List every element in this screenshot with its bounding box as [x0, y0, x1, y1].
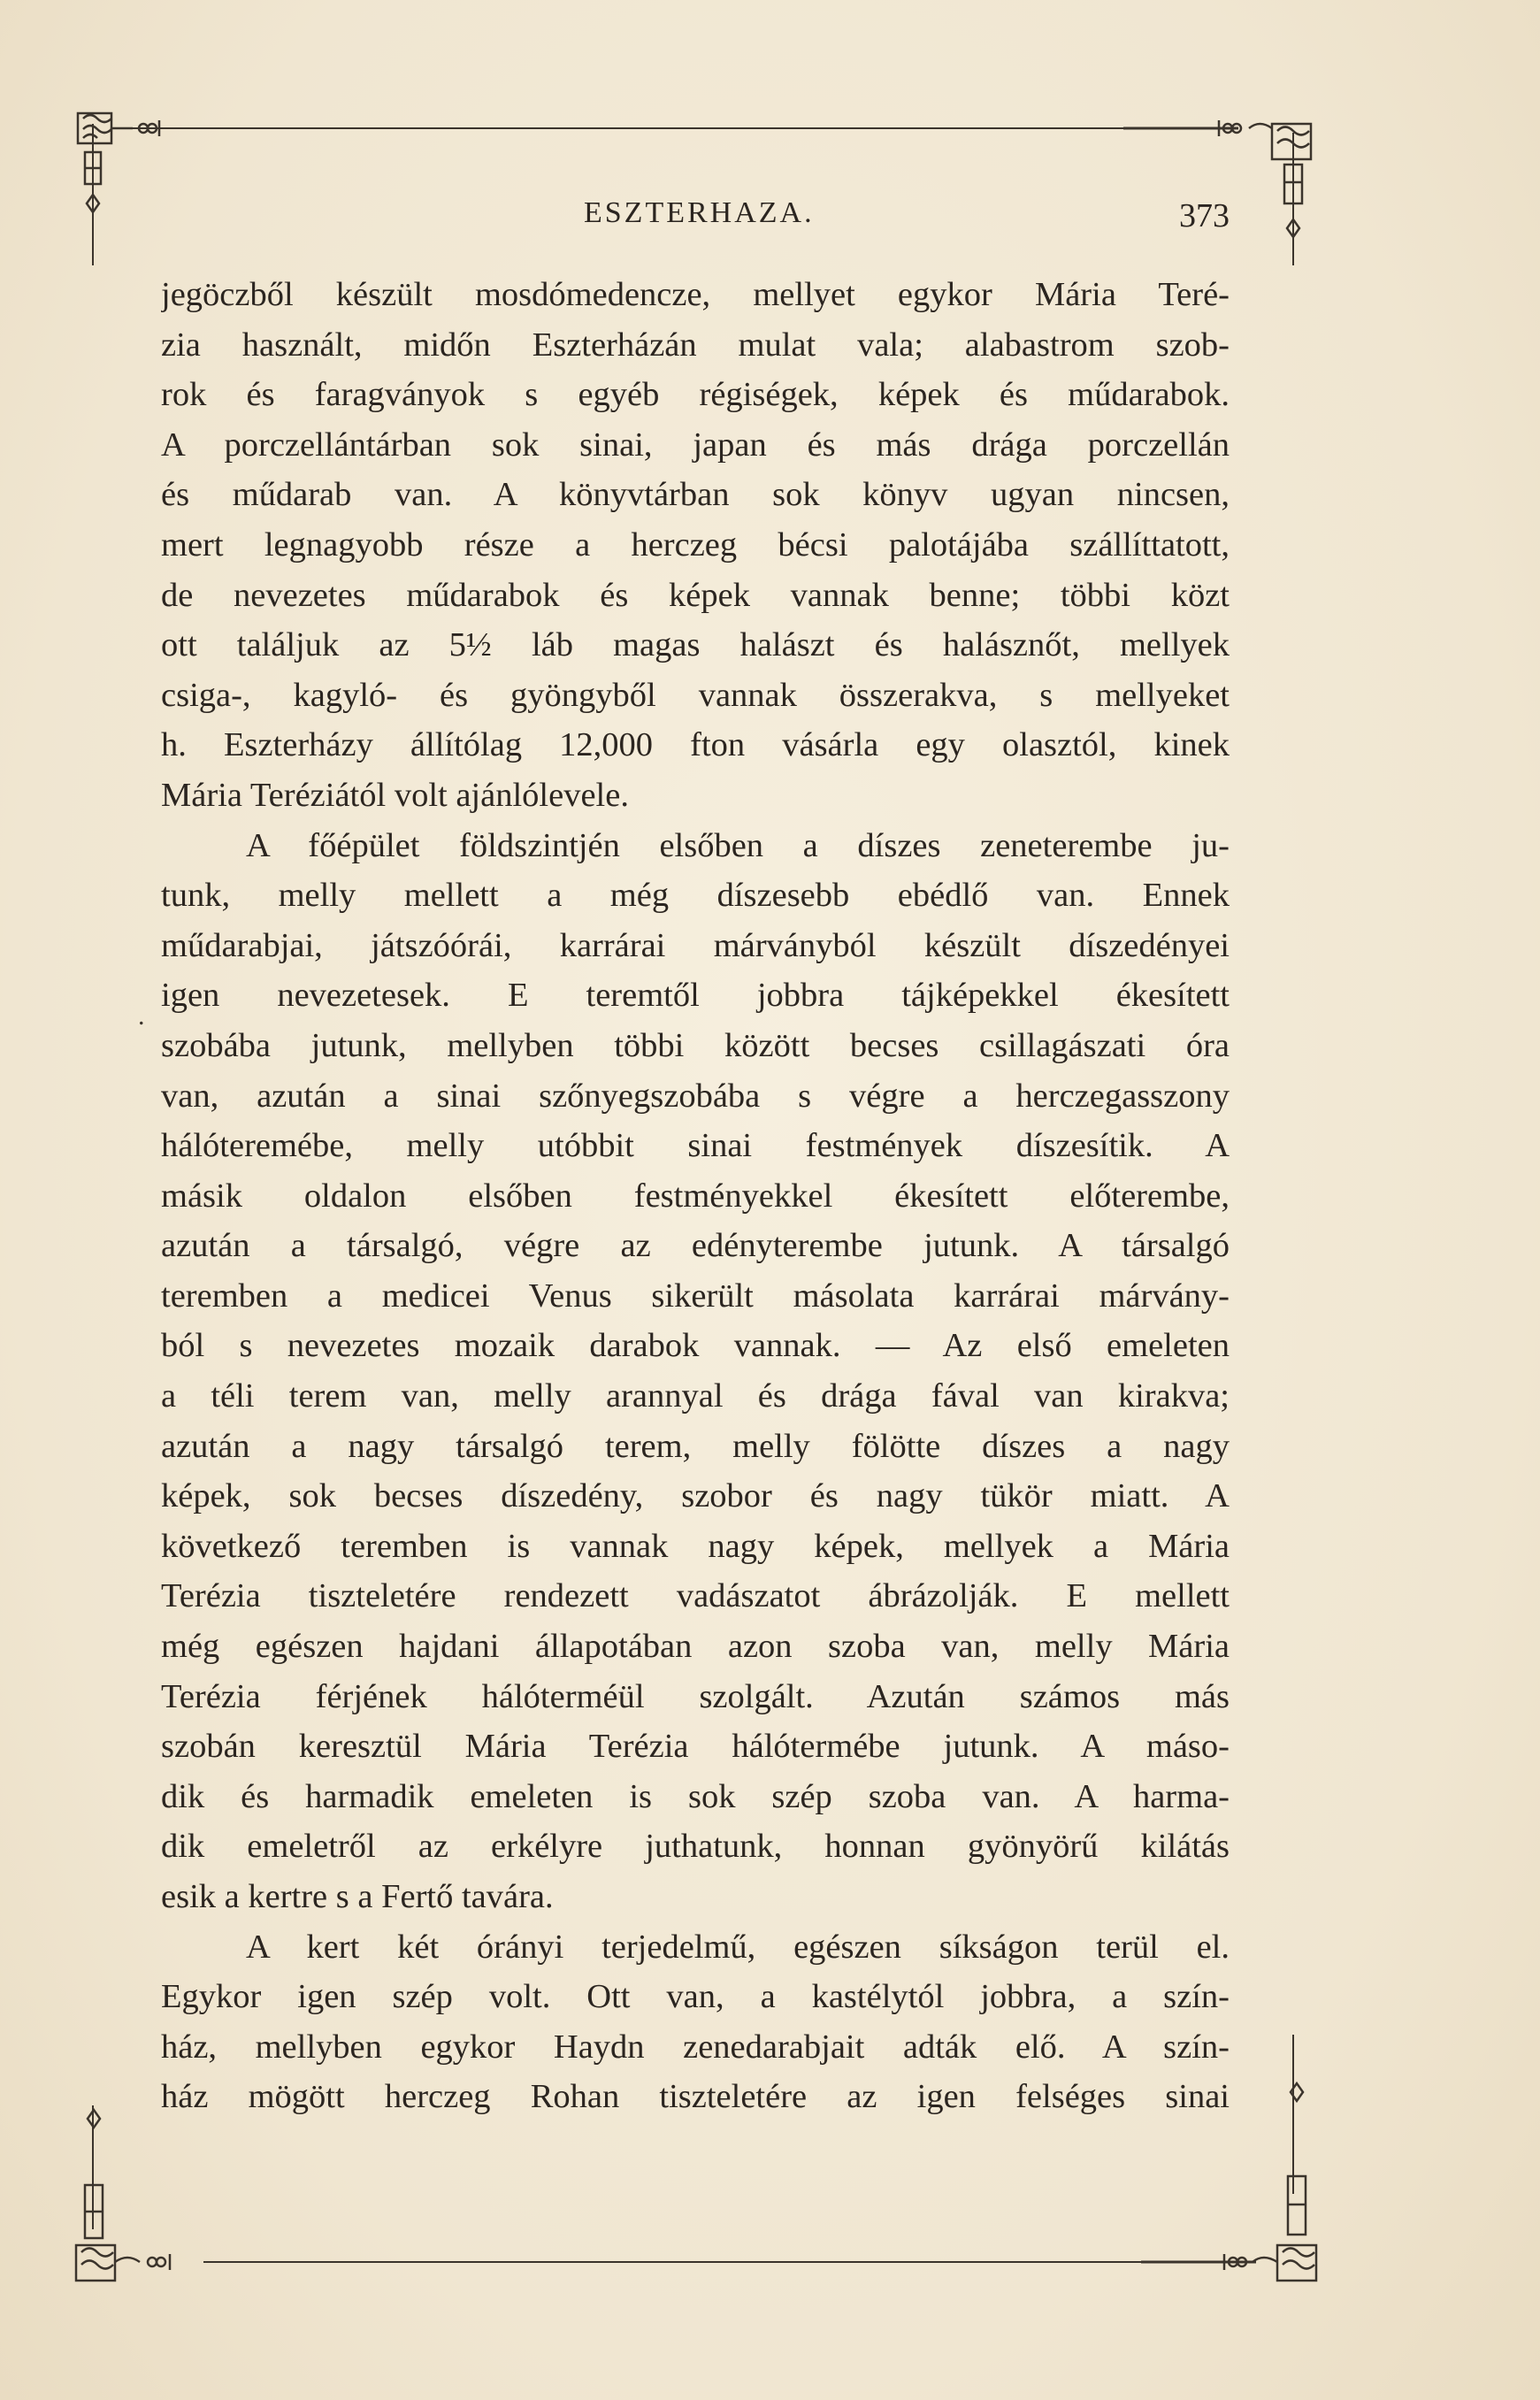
text-line: másik oldalon elsőben festményekkel ékesített előterembe, — [161, 1177, 1230, 1215]
text-line: még egészen hajdani állapotában azon szoba van, melly Mária — [161, 1628, 1230, 1666]
margin-mark: . — [138, 1001, 145, 1031]
text-line: Terézia férjének hálóterméül szolgált. Azután számos más — [161, 1677, 1230, 1715]
text-line: esik a kertre s a Fertő tavára. — [161, 1878, 554, 1915]
text-line: szobába jutunk, mellyben többi között becses csillagászati óra — [161, 1026, 1230, 1064]
text-line: zia használt, midőn Eszterházán mulat vala; alabastrom szob- — [161, 326, 1230, 364]
page-number: 373 — [1179, 197, 1230, 234]
corner-ornament-top-left — [78, 113, 159, 212]
text-line: A kert két órányi terjedelmű, egészen síkságon terül el. — [246, 1928, 1230, 1966]
text-line: ház, mellyben egykor Haydn zenedarabjait adták elő. A szín- — [161, 2028, 1230, 2066]
body-text — [161, 270, 1230, 2122]
text-line: és műdarab van. A könyvtárban sok könyv ugyan nincsen, — [161, 476, 1230, 514]
text-line: Egykor igen szép volt. Ott van, a kastélytól jobbra, a szín- — [161, 1978, 1230, 2016]
text-line: rok és faragványok s egyéb régiségek, képek és műdarabok. — [161, 376, 1230, 414]
running-title: ESZTERHAZA. — [584, 196, 815, 229]
text-line: jegöczből készült mosdómedencze, mellyet egykor Mária Teré- — [161, 276, 1230, 313]
text-line: azután a nagy társalgó terem, melly fölötte díszes a nagy — [161, 1427, 1230, 1465]
text-line: dik és harmadik emeleten is sok szép szoba van. A harma- — [161, 1777, 1230, 1815]
text-line: azután a társalgó, végre az edényterembe jutunk. A társalgó — [161, 1227, 1230, 1265]
text-line: A porczellántárban sok sinai, japan és más drága porczellán — [161, 426, 1230, 464]
text-line: van, azután a sinai szőnyegszobába s végre a herczegasszony — [161, 1077, 1230, 1115]
text-line: teremben a medicei Venus sikerült másolata karrárai márvány- — [161, 1277, 1230, 1315]
text-line: Terézia tiszteletére rendezett vadászatot ábrázolják. E mellett — [161, 1577, 1230, 1615]
text-line: mert legnagyobb része a herczeg bécsi palotájába szállíttatott, — [161, 525, 1230, 564]
text-line: A főépület földszintjén elsőben a díszes zeneterembe ju- — [246, 826, 1230, 864]
text-line: képek, sok becses díszedény, szobor és nagy tükör miatt. A — [161, 1477, 1230, 1515]
text-line: ott találjuk az 5½ láb magas halászt és halásznőt, mellyek — [161, 626, 1230, 664]
text-line: csiga-, kagyló- és gyöngyből vannak összerakva, s mellyeket — [161, 676, 1230, 714]
text-line: hálóteremébe, melly utóbbit sinai festmények díszesítik. A — [161, 1127, 1230, 1165]
corner-ornament-bottom-left — [76, 2110, 170, 2281]
text-line: ház mögött herczeg Rohan tiszteletére az igen felséges sinai — [161, 2078, 1230, 2116]
text-line: szobán keresztül Mária Terézia hálótermébe jutunk. A máso- — [161, 1728, 1230, 1766]
text-line: igen nevezetesek. E teremtől jobbra tájképekkel ékesített — [161, 977, 1230, 1015]
corner-ornament-bottom-right — [1224, 2083, 1316, 2281]
text-line: Mária Teréziától volt ajánlólevele. — [161, 776, 629, 814]
text-line: műdarabjai, játszóórái, karrárai márványból készült díszedényei — [161, 926, 1230, 964]
text-line: dik emeletről az erkélyre juthatunk, honnan gyönyörű kilátás — [161, 1828, 1230, 1866]
corner-ornament-top-right — [1219, 120, 1311, 237]
text-line: ból s nevezetes mozaik darabok vannak. — Az első emeleten — [161, 1327, 1230, 1365]
text-line: h. Eszterházy állítólag 12,000 fton vásárla egy olasztól, kinek — [161, 726, 1230, 764]
running-head — [159, 196, 1230, 242]
text-line: következő teremben is vannak nagy képek, mellyek a Mária — [161, 1527, 1230, 1565]
text-line: a téli terem van, melly arannyal és drága fával van kirakva; — [161, 1377, 1230, 1415]
text-line: tunk, melly mellett a még díszesebb ebédlő van. Ennek — [161, 877, 1230, 915]
text-line: de nevezetes műdarabok és képek vannak benne; többi közt — [161, 576, 1230, 614]
